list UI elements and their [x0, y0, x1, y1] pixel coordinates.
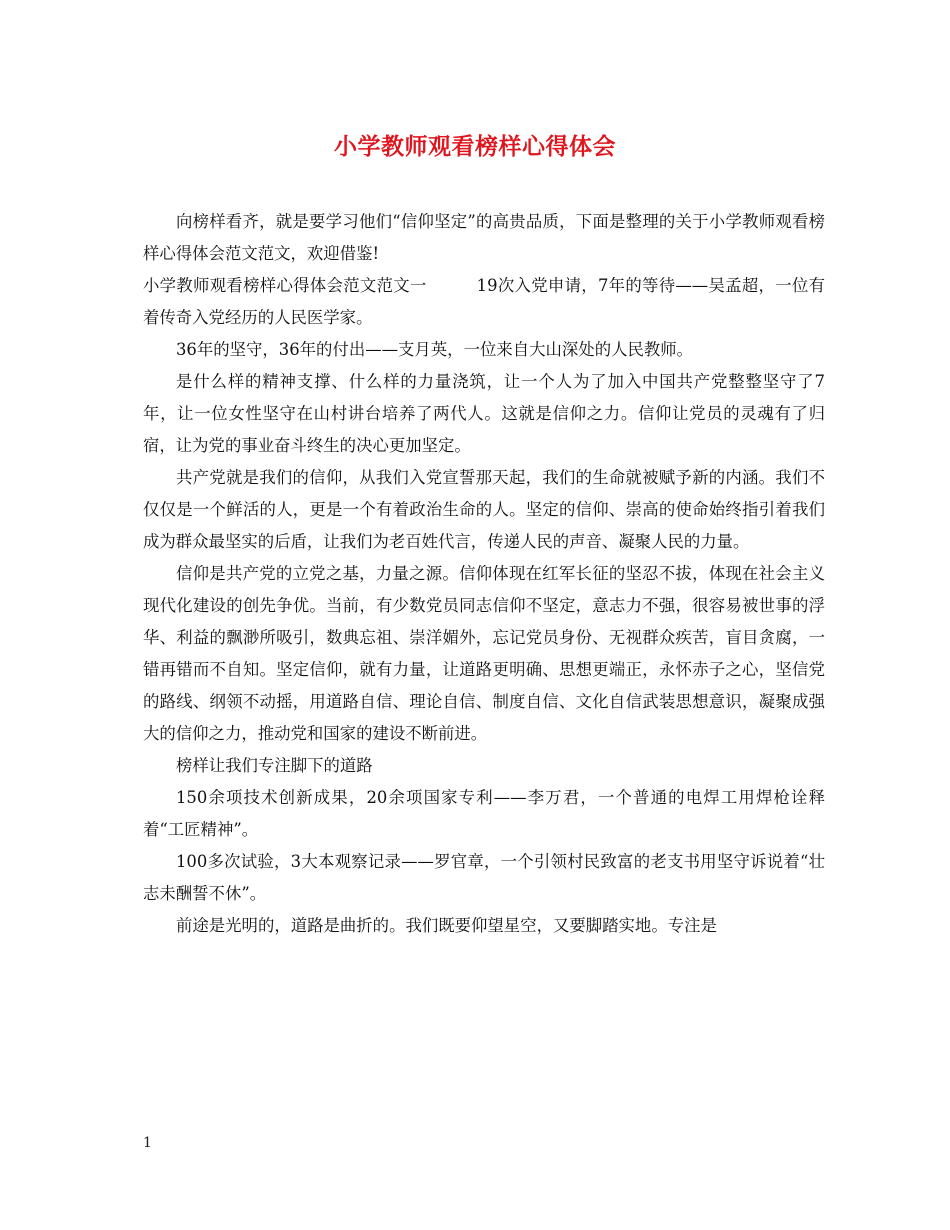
paragraph-luo-guanzhang: 100多次试验，3大本观察记录——罗官章，一个引领村民致富的老支书用坚守诉说着“壮志未酬誓不休”。: [143, 852, 825, 903]
sample-text: 19次入党申请，7年的等待——吴孟超，一位有着传奇入党经历的人民医学家。: [143, 276, 825, 327]
paragraph-faith: 共产党就是我们的信仰，从我们入党宣誓那天起，我们的生命就被赋予新的内涵。我们不仅仅是一个鲜活的人，更是一个有着政治生命的人。坚定的信仰、崇高的使命始终指引着我们成为群众最坚实的后盾，让我们为老百姓代言，传递人民的声音、凝聚人民的力量。: [143, 468, 825, 551]
document-title: 小学教师观看榜样心得体会: [334, 133, 616, 160]
paragraph-li-wanjun: 150余项技术创新成果，20余项国家专利——李万君，一个普通的电焊工用焊枪诠释着“工匠精神”。: [143, 788, 825, 839]
paragraph-intro: 向榜样看齐，就是要学习他们“信仰坚定”的高贵品质，下面是整理的关于小学教师观看榜样心得体会范文范文，欢迎借鉴!: [143, 212, 825, 263]
paragraph-zhi-yueying: 36年的坚守，36年的付出——支月英，一位来自大山深处的人民教师。: [176, 340, 694, 359]
paragraph-sample-one: [143, 270, 825, 334]
paragraph-focus: 前途是光明的，道路是曲折的。我们既要仰望星空，又要脚踏实地。专注是: [176, 916, 717, 935]
paragraph-spirit: 是什么样的精神支撑、什么样的力量浇筑，让一个人为了加入中国共产党整整坚守了7年，让一位女性坚守在山村讲台培养了两代人。这就是信仰之力。信仰让党员的灵魂有了归宿，让为党的事业奋斗终生的决心更加坚定。: [143, 372, 825, 455]
paragraph-foundation: 信仰是共产党的立党之基，力量之源。信仰体现在红军长征的坚忍不拔，体现在社会主义现代化建设的创先争优。当前，有少数党员同志信仰不坚定，意志力不强，很容易被世事的浮华、利益的飘渺所吸引，数典忘祖、崇洋媚外，忘记党员身份、无视群众疾苦，盲目贪腐，一错再错而不自知。坚定信仰，就有力量，让道路更明确、思想更端正，永怀赤子之心，坚信党的路线、纲领不动摇，用道路自信、理论自信、制度自信、文化自信武装思想意识，凝聚成强大的信仰之力，推动党和国家的建设不断前进。: [143, 564, 825, 743]
section-heading: 榜样让我们专注脚下的道路: [176, 756, 373, 775]
page-number: 1: [143, 1135, 152, 1151]
document-body: [143, 206, 825, 942]
sample-heading: 小学教师观看榜样心得体会范文范文一: [143, 276, 427, 295]
